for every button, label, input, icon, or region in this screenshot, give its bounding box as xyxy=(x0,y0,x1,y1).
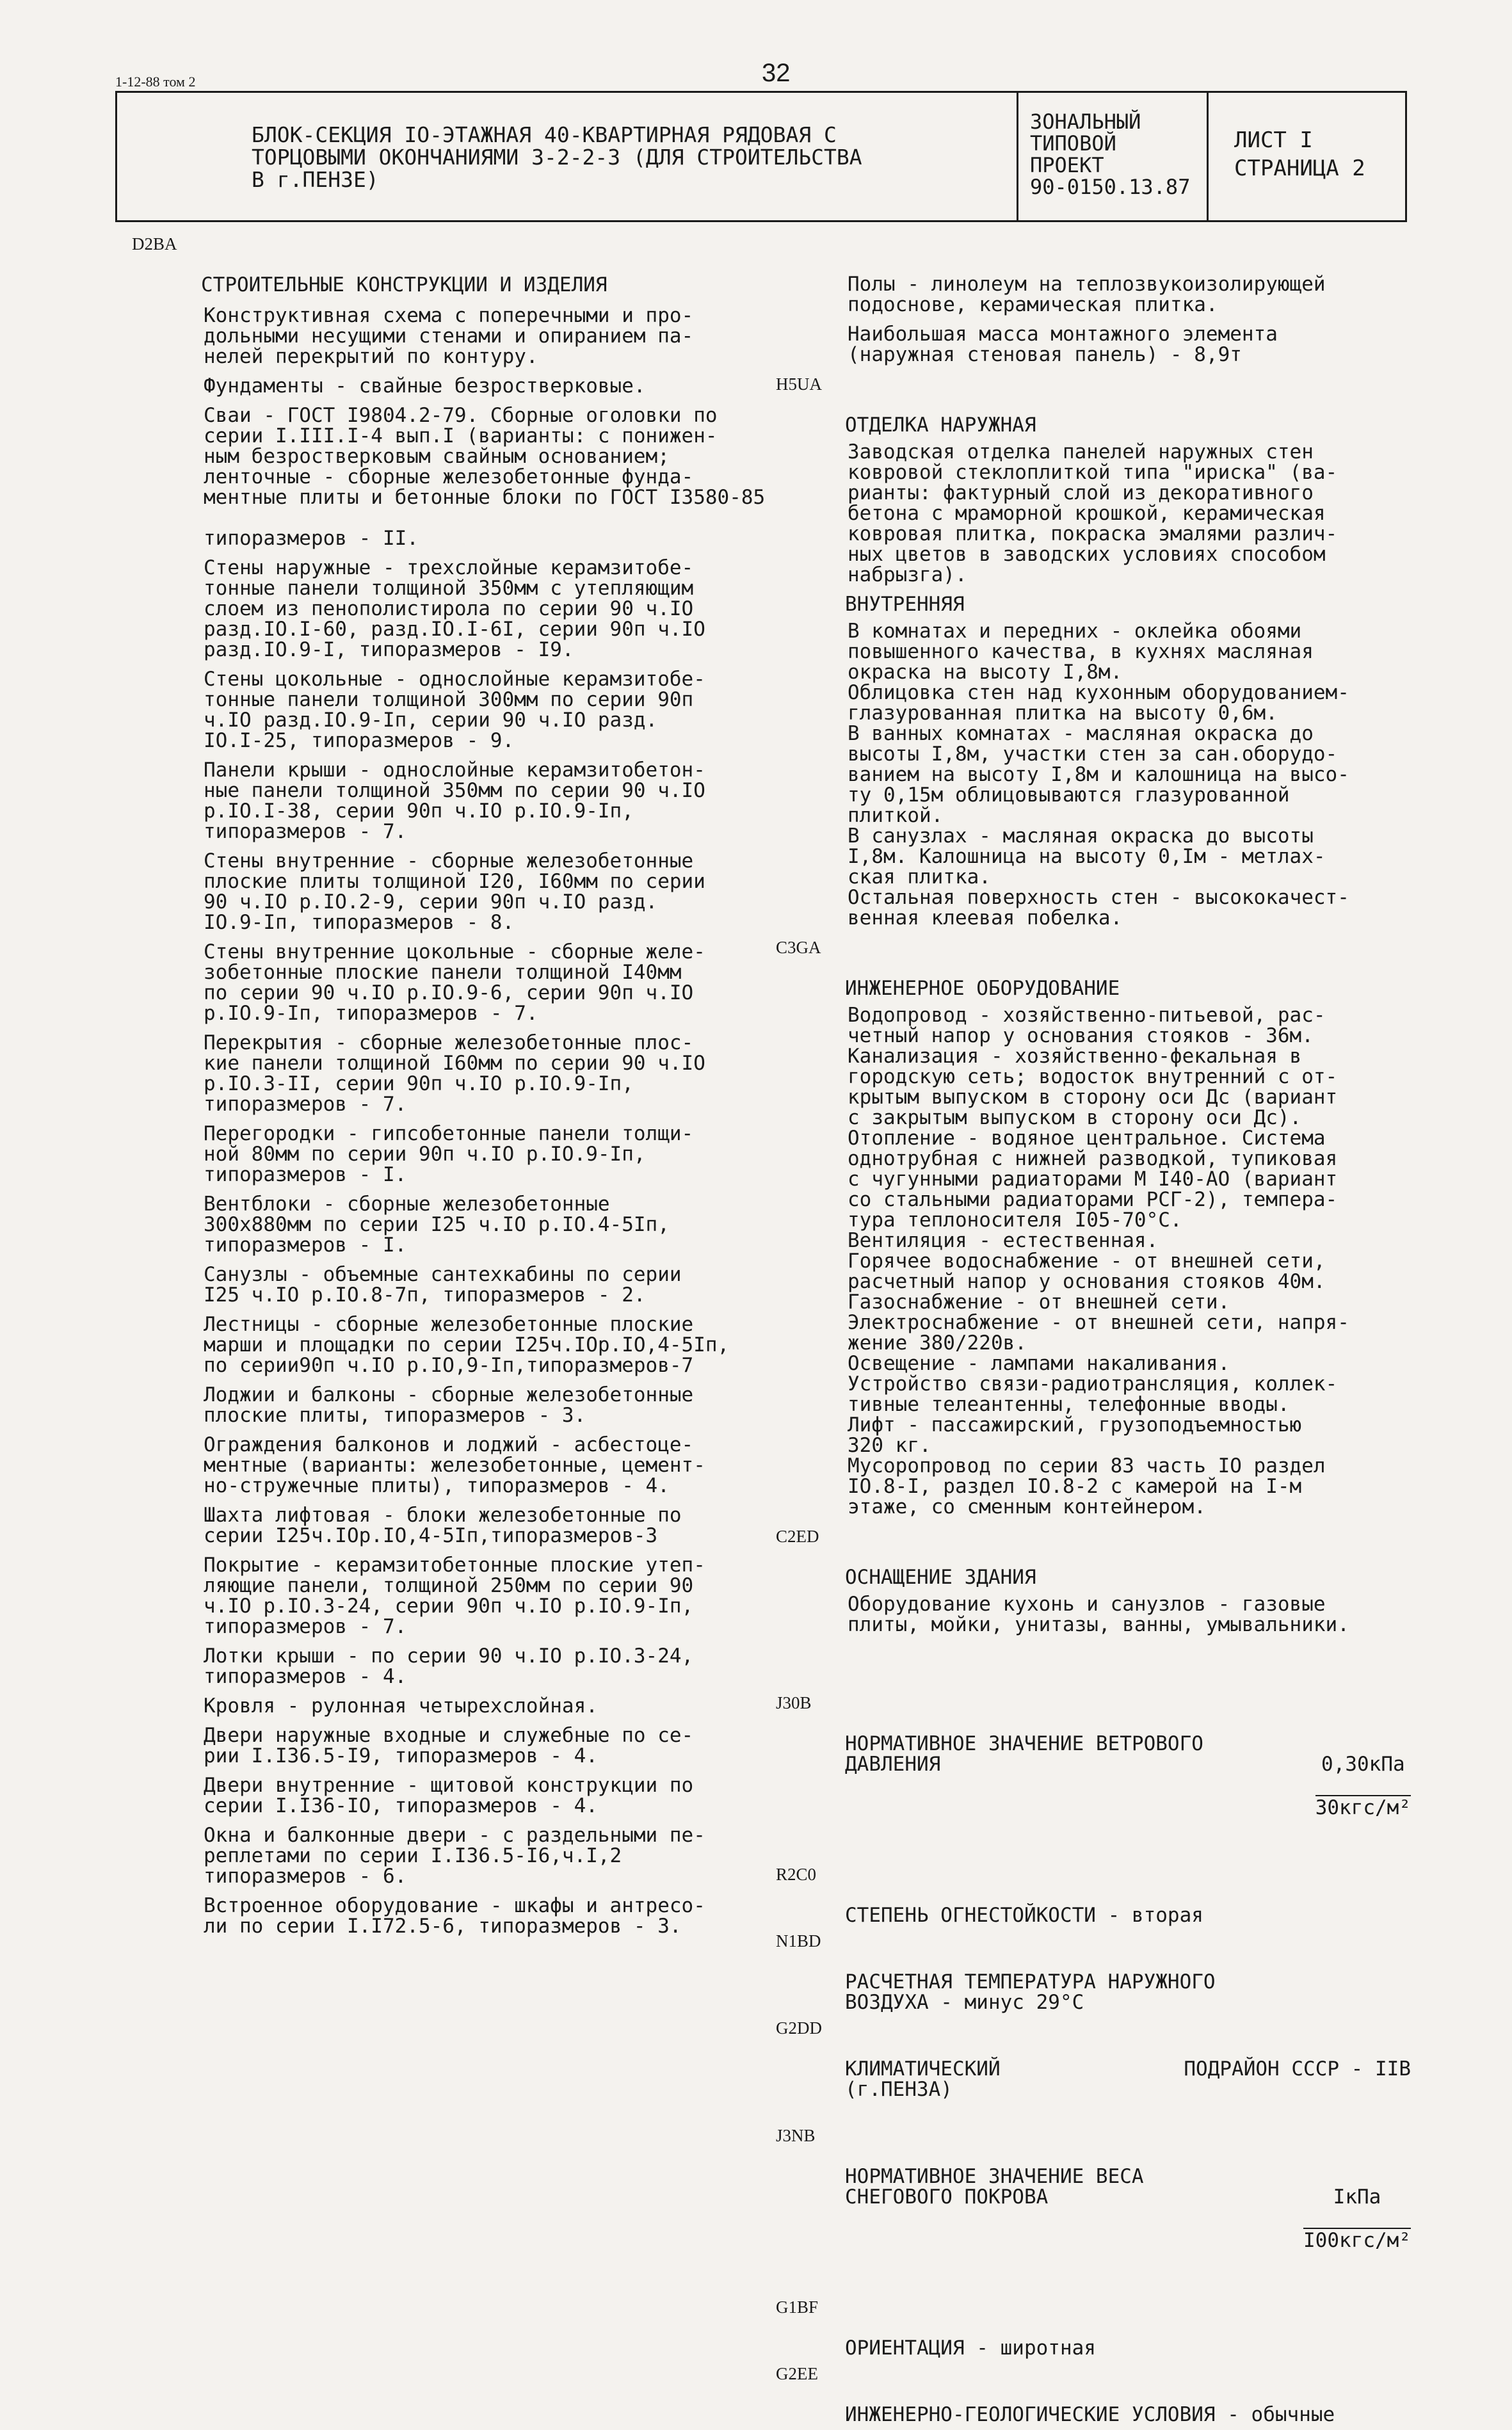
section-text: В комнатах и передних - оклейка обоями повышенного качества, в кухнях масляная окраска на высоту I,8м. Облицовка стен над кухонным оборудованием- глазурованная плитка на высоту 0,6м. В ванных комнатах - масляная окраска до высоты I,8м, участки стен за сан.оборудо- ванием на высоту I,8м и калошница на высо- ту 0,15м облицовываются глазурованной плиткой. В санузлах - масляная окраска до высоты I,8м. Калошница на высоту 0,Iм - метлах- ская плитка. Остальная поверхность стен - высококачест- венная клеевая побелка. xyxy=(848,620,1349,929)
list-item: Шахта лифтовая - блоки железобетонные по серии I25ч.IOр.IO,4-5Iп,типоразмеров-3 xyxy=(204,1504,682,1547)
sheet-page-cell: ЛИСТ I СТРАНИЦА 2 xyxy=(1234,127,1365,181)
section-heading-engineering: C3GA ИНЖЕНЕРНОЕ ОБОРУДОВАНИЕ xyxy=(776,938,1120,1000)
section-text: Заводская отделка панелей наружных стен ковровой стеклоплиткой типа "ириска" (ва- рианты: фактурный слой из декоративного бетона с мраморной крошкой, керамическая ковровая плитка, покраска эмалями различ- ных цветов в заводских условиях способом набрызга). xyxy=(848,440,1338,586)
list-item: Стены внутренние цокольные - сборные желе- зобетонные плоские панели толщиной I40мм по серии 90 ч.IO р.IO.9-6, серии 90п ч.IO р.IO.9-Iп, типоразмеров - 7. xyxy=(204,940,705,1025)
list-item: Фундаменты - свайные безростверковые. xyxy=(204,374,646,398)
section-heading-finishing-internal: ВНУТРЕННЯЯ xyxy=(845,593,965,616)
list-item: Панели крыши - однослойные керамзитобетон- ные панели толщиной 350мм по серии 90 ч.IO р.IO.I-38, серии 90п ч.IO р.IO.9-Iп, типоразмеров - 7. xyxy=(204,759,705,843)
section-heading-equipment: C2ED ОСНАЩЕНИЕ ЗДАНИЯ xyxy=(776,1527,1036,1589)
condition-geology: G2EE ИНЖЕНЕРНО-ГЕОЛОГИЧЕСКИЕ УСЛОВИЯ - обычные xyxy=(776,2364,1335,2426)
title-block xyxy=(115,91,1407,222)
document-title: БЛОК-СЕКЦИЯ IO-ЭТАЖНАЯ 40-КВАРТИРНАЯ РЯДОВАЯ С ТОРЦОВЫМИ ОКОНЧАНИЯМИ 3-2-2-3 (ДЛЯ СТРОИТЕЛЬСТВА В г.ПЕНЗЕ) xyxy=(252,122,862,192)
list-item: Стены внутренние - сборные железобетонные плоские плиты толщиной I20, I60мм по серии 90 ч.IO р.IO.2-9, серии 90п ч.IO разд. IO.9-Iп, типоразмеров - 8. xyxy=(204,849,705,934)
section-heading-construction: D2BA СТРОИТЕЛЬНЫЕ КОНСТРУКЦИИ И ИЗДЕЛИЯ xyxy=(132,234,607,296)
project-number-cell: ЗОНАЛЬНЫЙ ТИПОВОЙ ПРОЕКТ 90-0150.13.87 xyxy=(1017,93,1209,220)
snow-load-value: $\frac{\text{IкПа}}{\text{I00кгс/м²}}$ xyxy=(1303,2185,1411,2252)
condition-snow-load: J3NB НОРМАТИВНОЕ ЗНАЧЕНИЕ ВЕСА СНЕГОВОГО ПОКРОВА $\frac{\text{IкПа}}{\text{I00кгс/м²}}$ xyxy=(845,2125,1411,2292)
list-item: Стены наружные - трехслойные керамзитобе- тонные панели толщиной 350мм с утепляющим слоем из пенополистирола по серии 90 ч.IO разд.IO.I-60, разд.IO.I-6I, серии 90п ч.IO разд.IO.9-I, типоразмеров - I9. xyxy=(204,556,705,661)
section-heading-finishing-external: H5UA ОТДЕЛКА НАРУЖНАЯ xyxy=(776,374,1036,437)
section-code: C2ED xyxy=(776,1527,819,1546)
condition-orientation: G1BF ОРИЕНТАЦИЯ - широтная xyxy=(776,2297,1096,2360)
list-item: Покрытие - керамзитобетонные плоские утеп- ляющие панели, толщиной 250мм по серии 90 ч.IO р.IO.3-24, серии 90п ч.IO р.IO.9-Iп, типоразмеров - 7. xyxy=(204,1554,705,1638)
wind-pressure-value: $\frac{\text{0,30кПа}}{\text{30кгс/м²}}$ xyxy=(1315,1753,1411,1819)
list-item: Наибольшая масса монтажного элемента (наружная стеновая панель) - 8,9т xyxy=(848,323,1278,366)
list-item: Перегородки - гипсобетонные панели толщи- ной 80мм по серии 90п ч.IO р.IO.9-Iп, типоразмеров - I. xyxy=(204,1122,694,1186)
section-text: Оборудование кухонь и санузлов - газовые плиты, мойки, унитазы, ванны, умывальники. xyxy=(848,1593,1349,1636)
condition-wind-pressure: J30B НОРМАТИВНОЕ ЗНАЧЕНИЕ ВЕТРОВОГО ДАВЛЕНИЯ $\frac{\text{0,30кПа}}{\text{30кгс/м²}}$ xyxy=(845,1693,1411,1859)
list-item: Перекрытия - сборные железобетонные плос- кие панели толщиной I60мм по серии 90 ч.IO р.IO.3-II, серии 90п ч.IO р.IO.9-Iп, типоразмеров - 7. xyxy=(204,1031,705,1116)
list-item: Кровля - рулонная четырехслойная. xyxy=(204,1694,598,1718)
list-item: Лоджии и балконы - сборные железобетонные плоские плиты, типоразмеров - 3. xyxy=(204,1383,694,1427)
list-item: Окна и балконные двери - с раздельными пе- реплетами по серии I.I36.5-I6,ч.I,2 типоразмеров - 6. xyxy=(204,1824,705,1888)
list-item: Конструктивная схема с поперечными и про- дольными несущими стенами и опиранием па- нелей перекрытий по контуру. xyxy=(204,304,694,368)
list-item: Двери наружные входные и служебные по се- рии I.I36.5-I9, типоразмеров - 4. xyxy=(204,1724,694,1767)
list-item: Сваи - ГОСТ I9804.2-79. Сборные оголовки по серии I.III.I-4 вып.I (варианты: с понижен- ным безростверковым свайным основанием; ленточные - сборные железобетонные фунда- ментные плиты и бетонные блоки по ГОСТ I3580-85 типоразмеров - II. xyxy=(204,404,766,550)
condition-climatic-subregion: G2DD КЛИМАТИЧЕСКИЙ (г.ПЕНЗА) ПОДРАЙОН СССР - IIВ xyxy=(776,2018,1411,2101)
list-item: Санузлы - объемные сантехкабины по серии I25 ч.IO р.IO.8-7п, типоразмеров - 2. xyxy=(204,1263,682,1307)
list-item: Ограждения балконов и лоджий - асбестоце- ментные (варианты: железобетонные, цемент- но-стружечные плиты), типоразмеров - 4. xyxy=(204,1433,705,1497)
section-code: H5UA xyxy=(776,374,822,394)
condition-outdoor-temperature: N1BD РАСЧЕТНАЯ ТЕМПЕРАТУРА НАРУЖНОГО ВОЗДУХА - минус 29°С xyxy=(776,1931,1216,2014)
condition-fire-resistance: R2C0 СТЕПЕНЬ ОГНЕСТОЙКОСТИ - вторая xyxy=(776,1865,1203,1927)
right-column xyxy=(776,273,1411,2430)
list-item: Стены цокольные - однослойные керамзитобе- тонные панели толщиной 300мм по серии 90п ч.IO разд.IO.9-Iп, серии 90 ч.IO разд. IO.I-25, типоразмеров - 9. xyxy=(204,668,705,752)
list-item: Встроенное оборудование - шкафы и антресо- ли по серии I.I72.5-6, типоразмеров - 3. xyxy=(204,1894,705,1938)
list-item: Полы - линолеум на теплозвукоизолирующей подоснове, керамическая плитка. xyxy=(848,273,1326,316)
list-item: Лестницы - сборные железобетонные плоские марши и площадки по серии I25ч.IOр.IO,4-5Iп, по серии90п ч.IO р.IO,9-Iп,типоразмеров-7 xyxy=(204,1313,730,1377)
list-item: Вентблоки - сборные железобетонные 300x880мм по серии I25 ч.IO р.IO.4-5Iп, типоразмеров - I. xyxy=(204,1193,670,1257)
document-code: 1-12-88 том 2 xyxy=(115,74,196,90)
section-code: C3GA xyxy=(776,938,821,957)
page-number: 32 xyxy=(762,59,791,87)
section-code: D2BA xyxy=(132,234,177,253)
left-column xyxy=(132,234,805,1945)
list-item: Лотки крыши - по серии 90 ч.IO р.IO.3-24, типоразмеров - 4. xyxy=(204,1645,694,1688)
list-item: Двери внутренние - щитовой конструкции по серии I.I36-IO, типоразмеров - 4. xyxy=(204,1774,694,1817)
section-text: Водопровод - хозяйственно-питьевой, рас- четный напор у основания стояков - 36м. Канализация - хозяйственно-фекальная в городскую сеть; водосток внутренний с от- крытым выпуском в сторону оси Дс (вариант с закрытым выпуском в сторону оси Дс). Отопление - водяное центральное. Система однотрубная с нижней разводкой, тупиковая с чугунными радиаторами М I40-АО (вариант со стальными радиаторами РСГ-2), темпера- тура теплоносителя I05-70°С. Вентиляция - естественная. Горячее водоснабжение - от внешней сети, расчетный напор у основания стояков 40м. Газоснабжение - от внешней сети. Электроснабжение - от внешней сети, напря- жение 380/220в. Освещение - лампами накаливания. Устройство связи-радиотрансляция, коллек- тивные телеантенны, телефонные вводы. Лифт - пассажирский, грузоподъемностью 320 кг. Мусоропровод по серии 83 часть IO раздел IO.8-I, раздел IO.8-2 с камерой на I-м этаже, со сменным контейнером. xyxy=(848,1004,1349,1518)
